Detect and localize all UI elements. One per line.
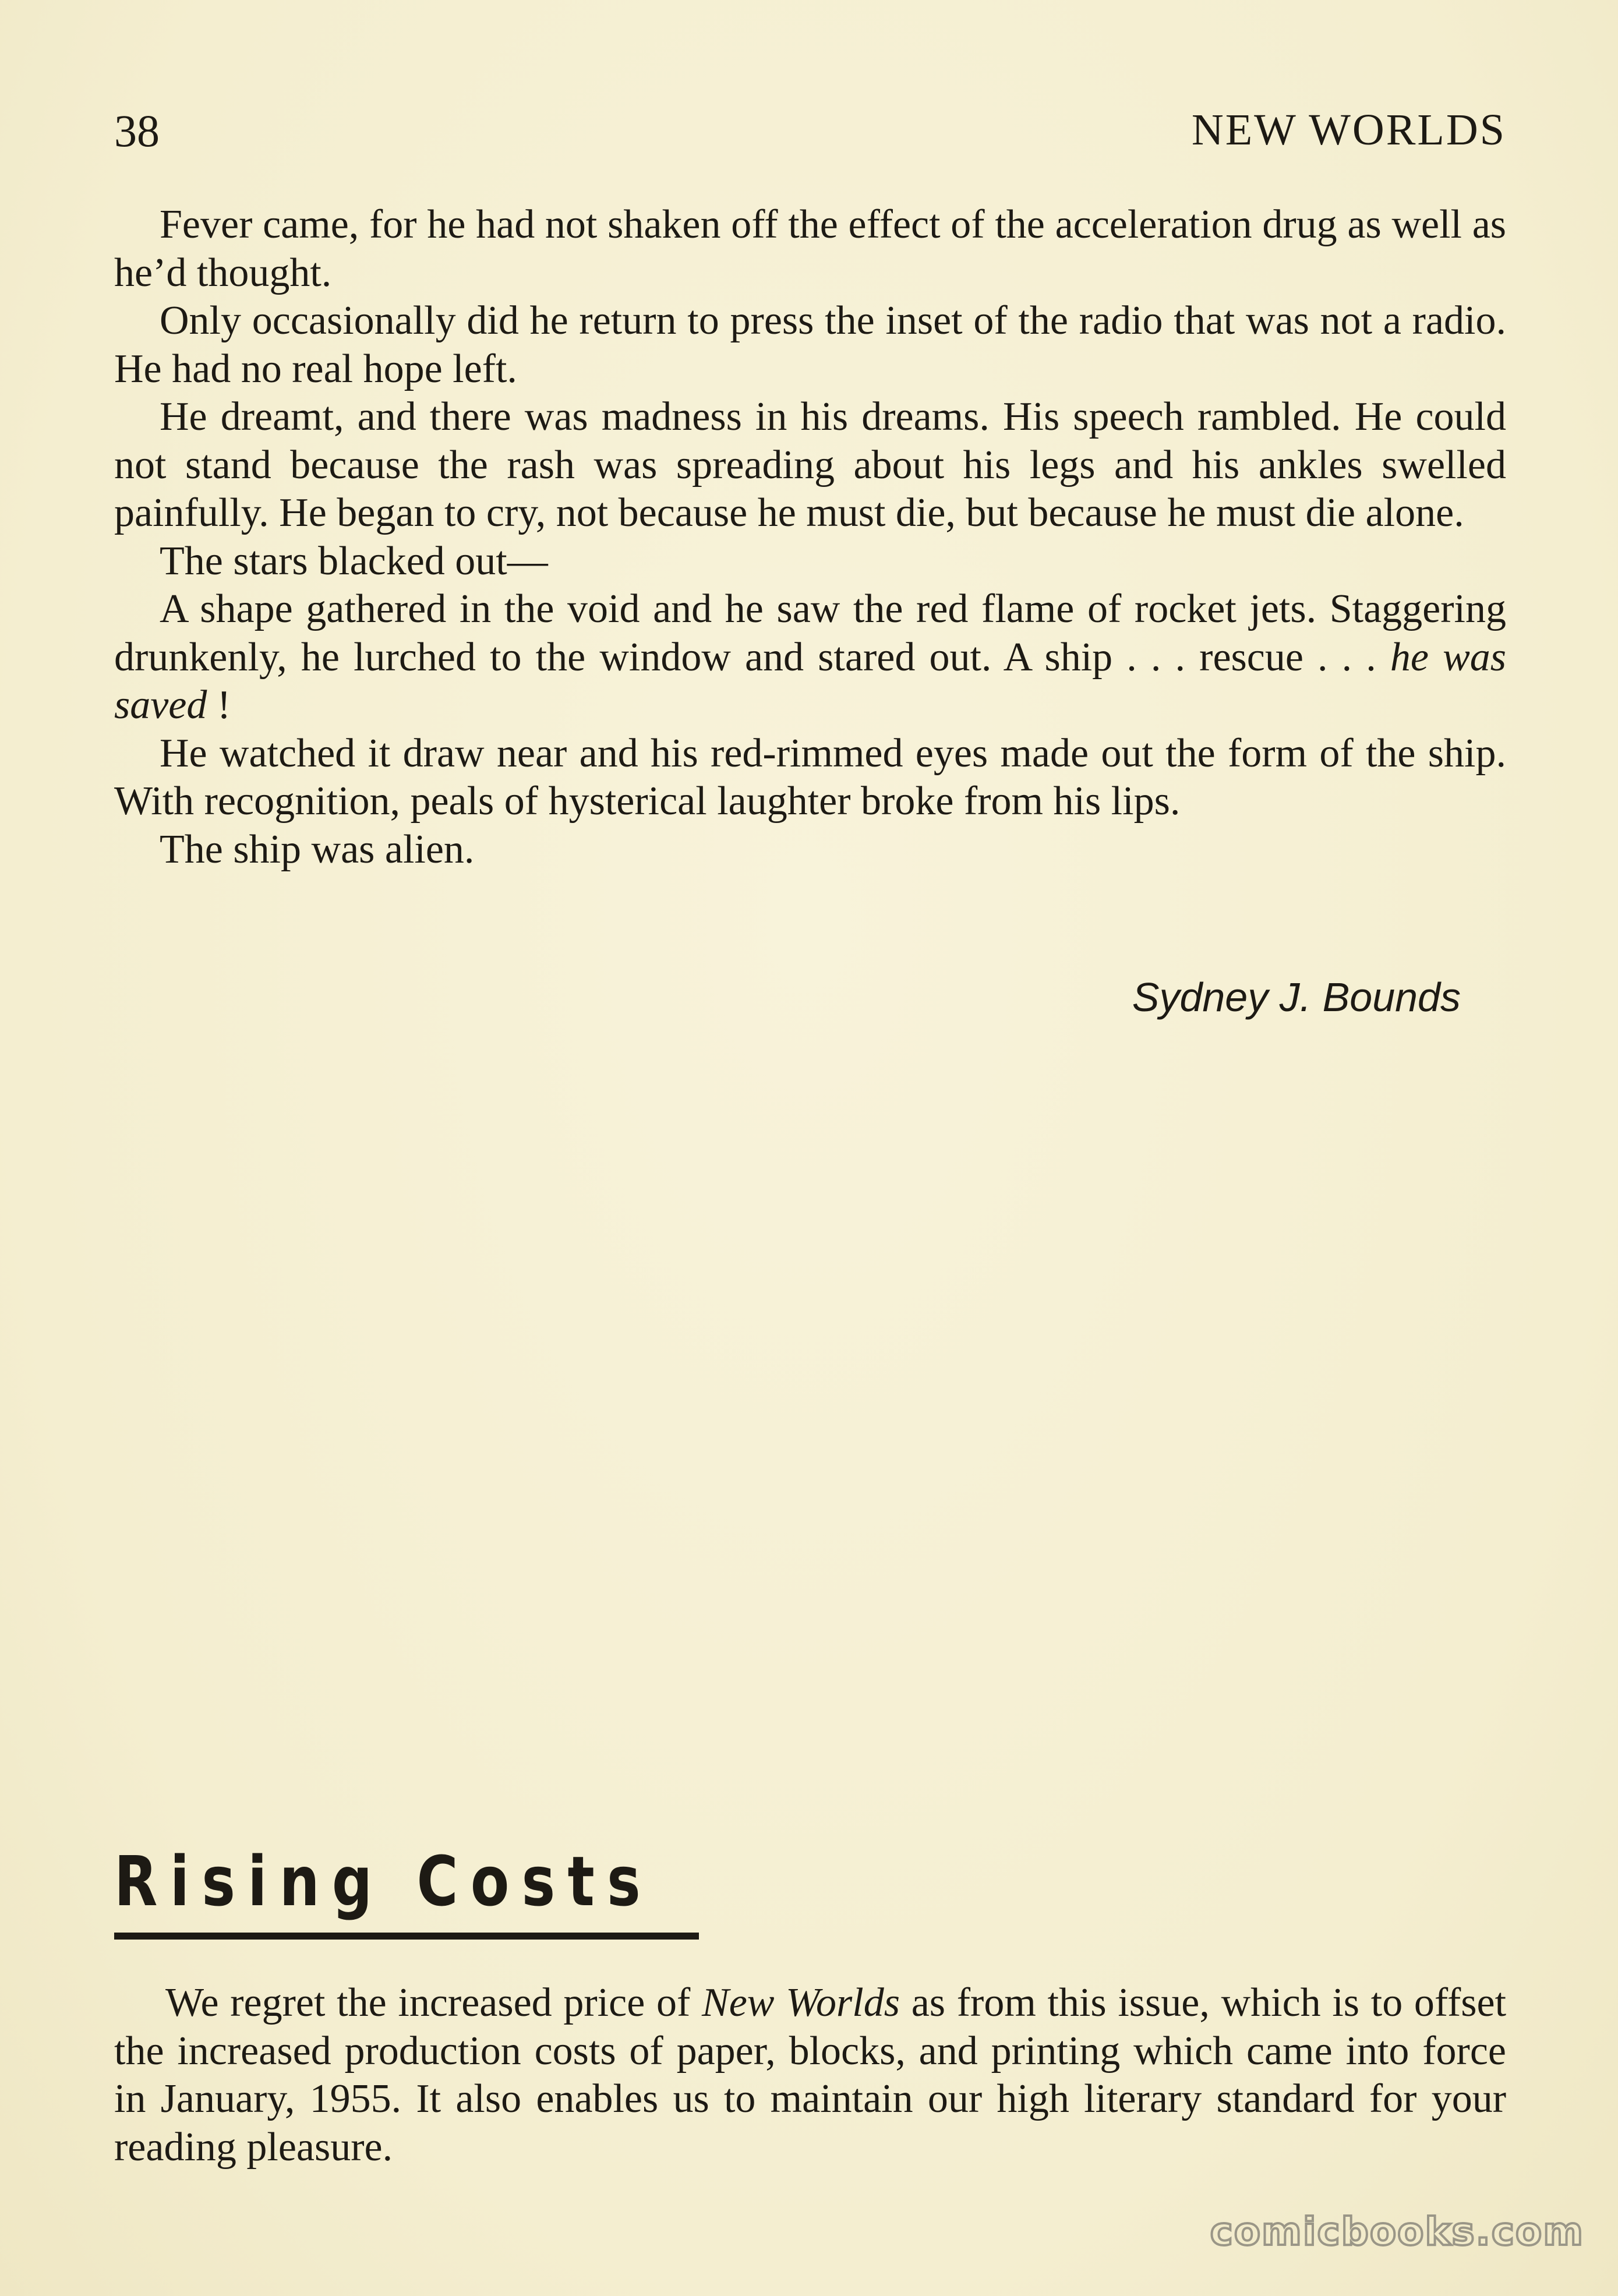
story-paragraph: The ship was alien. (160, 826, 475, 872)
notice-text-after: as from this issue, which is to offset the increased production costs of paper, blocks, and printing which came into force in January, 1955. It also enables us to maintain our high literary standard for your reading pleasure. (114, 1980, 1507, 2170)
story-paragraph (114, 585, 1506, 730)
notice-text-before: We regret the increased price of (165, 1980, 702, 2025)
story-paragraph: Fever came, for he had not shaken off the effect of the acceleration drug as well as he’d thought. (114, 202, 1506, 295)
magazine-title: New Worlds (702, 1980, 900, 2025)
notice-text (114, 1979, 1506, 2171)
page-number: 38 (114, 105, 160, 156)
heading-underline (114, 1933, 699, 1940)
story-text (114, 201, 1506, 874)
story-paragraph: He dreamt, and there was madness in his dreams. His speech rambled. He could not stand because the rash was spreading about his legs and his ankles swelled painfully. He began to cry, not because he must die, but because he must die alone. (114, 394, 1506, 535)
story-paragraph-text: A shape gathered in the void and he saw the red flame of rocket jets. Staggering drunkenly, he lurched to the window and stared out. A ship . . . rescue . . . (114, 587, 1506, 680)
notice-heading: Rising Costs (114, 1841, 653, 1921)
story-paragraph: He watched it draw near and his red-rimmed eyes made out the form of the ship. With recognition, peals of hysterical laughter broke from his lips. (114, 730, 1506, 824)
running-title: NEW WORLDS (1191, 105, 1506, 154)
story-paragraph: The stars blacked out— (160, 538, 548, 584)
author-byline: Sydney J. Bounds (1132, 974, 1461, 1020)
story-emphasis: he was saved (114, 634, 1507, 727)
story-paragraph: Only occasionally did he return to press the inset of the radio that was not a radio. He had no real hope left. (114, 298, 1506, 391)
notice-paragraph (114, 1979, 1506, 2171)
story-exclamation: ! (207, 683, 231, 727)
site-watermark: comicbooks.com (1210, 2209, 1584, 2254)
